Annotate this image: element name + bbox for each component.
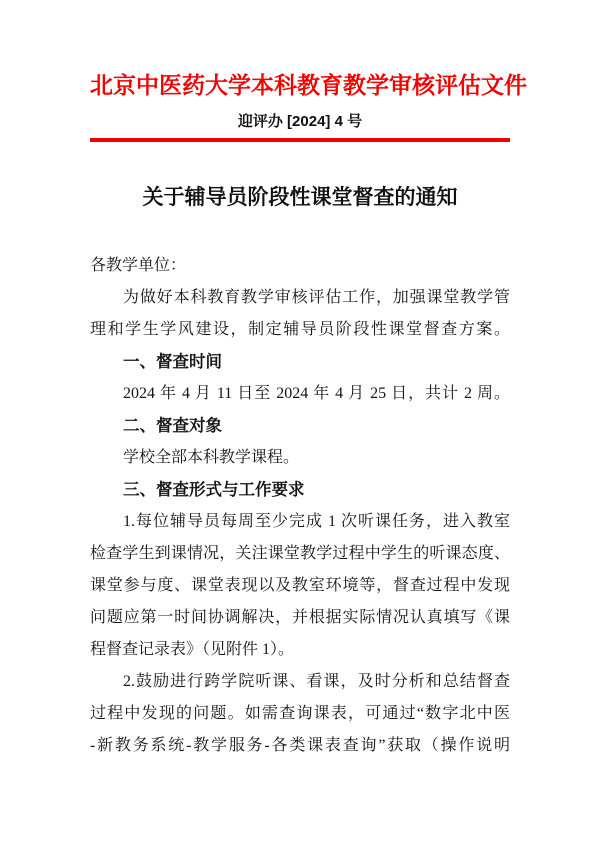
body-line: 程督查记录表》（见附件 1）。 xyxy=(90,640,295,658)
body-line: 1.每位辅导员每周至少完成 1 次听课任务，进入教室 xyxy=(123,512,510,530)
header-divider-line xyxy=(90,138,510,142)
body-line: 学校全部本科教学课程。 xyxy=(123,448,300,466)
body-line: 过程中发现的问题。如需查询课表，可通过“数字北中医 xyxy=(90,704,510,722)
body-line: 2.鼓励进行跨学院听课、看课，及时分析和总结督查 xyxy=(123,672,510,690)
document-header-title: 北京中医药大学本科教育教学审核评估文件 xyxy=(90,72,527,98)
body-line: 为做好本科教育教学审核评估工作，加强课堂教学管 xyxy=(123,288,510,306)
body-line: 问题应第一时间协调解决，并根据实际情况认真填写《课 xyxy=(90,608,510,626)
body-line: 2024 年 4 月 11 日至 2024 年 4 月 25 日，共计 2 周。 xyxy=(123,384,510,402)
body-line: -新教务系统-教学服务-各类课表查询”获取（操作说明 xyxy=(90,736,510,754)
section-heading-1: 一、督查时间 xyxy=(123,352,222,371)
section-heading-3: 三、督查形式与工作要求 xyxy=(123,480,305,499)
notice-title: 关于辅导员阶段性课堂督查的通知 xyxy=(142,185,458,209)
body-line: 课堂参与度、课堂表现以及教室环境等，督查过程中发现 xyxy=(90,576,510,594)
body-line: 理和学生学风建设，制定辅导员阶段性课堂督查方案。 xyxy=(90,320,510,338)
body-line: 检查学生到课情况，关注课堂教学过程中学生的听课态度、 xyxy=(90,544,510,562)
document-number: 迎评办 [2024] 4 号 xyxy=(237,113,363,130)
notice-body xyxy=(90,250,510,762)
section-heading-2: 二、督查对象 xyxy=(123,416,222,435)
body-line-salutation: 各教学单位： xyxy=(90,256,187,274)
